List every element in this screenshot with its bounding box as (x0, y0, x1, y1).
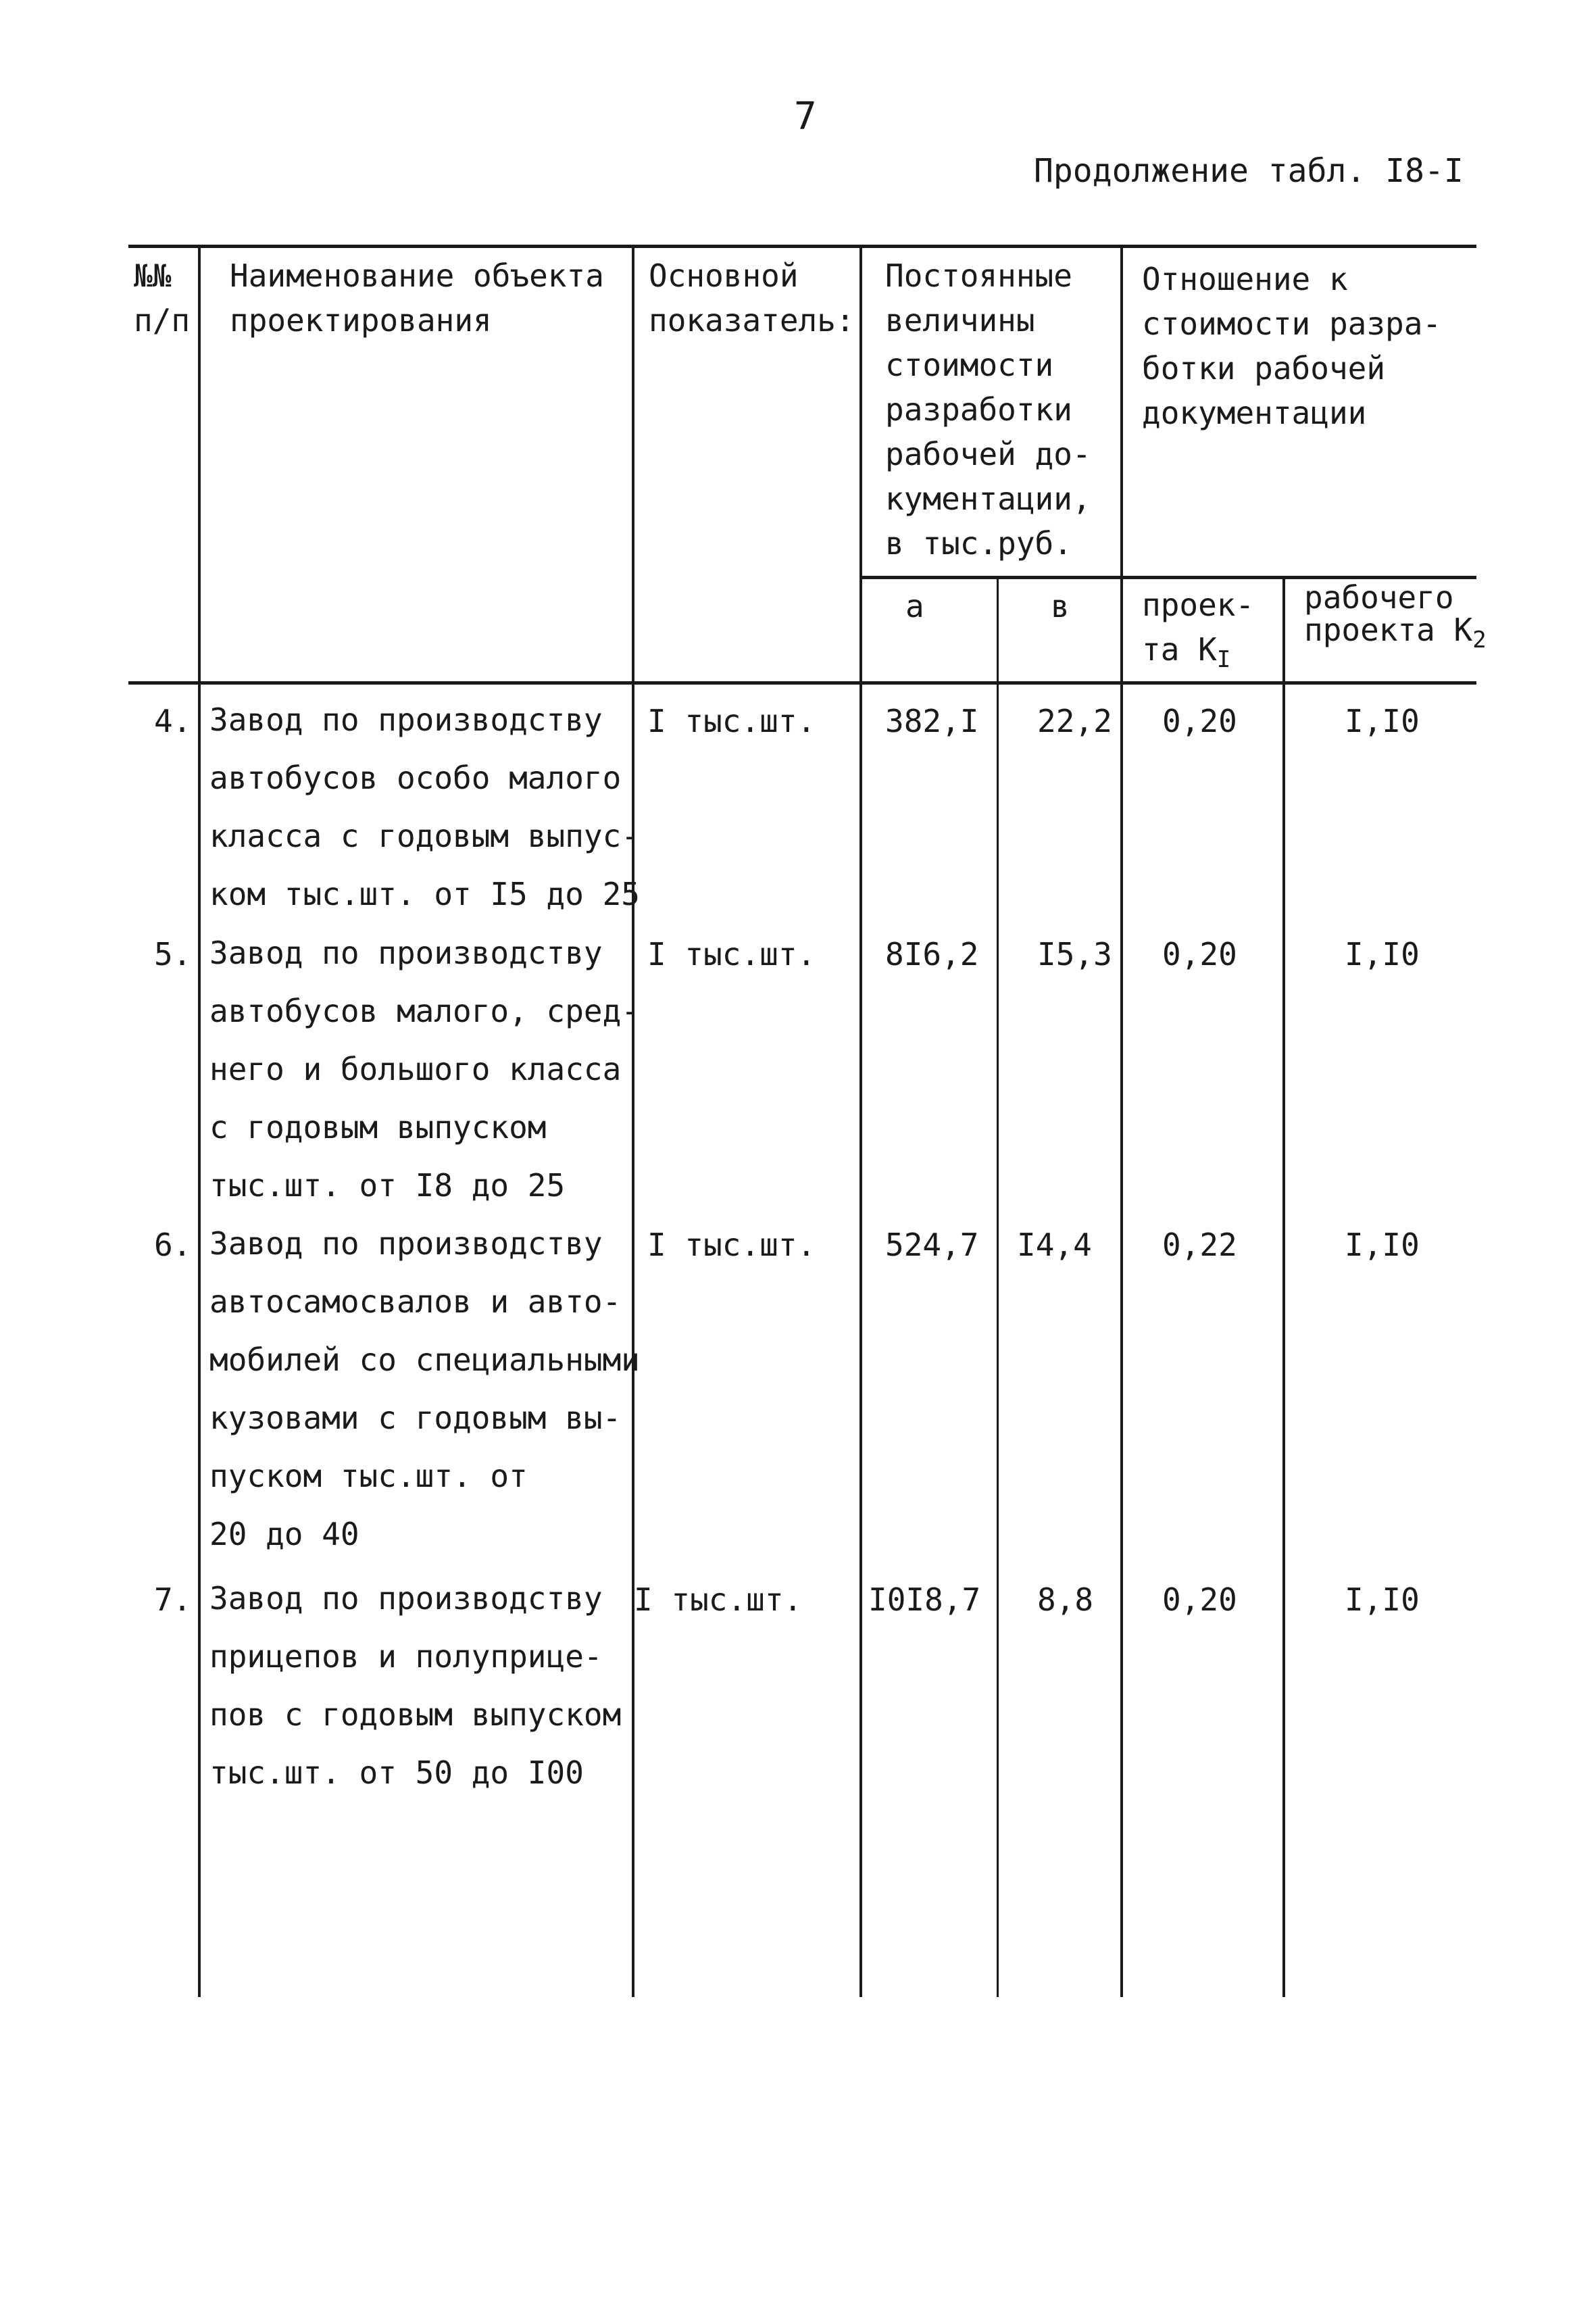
row-6-name: Завод по производству автосамосвалов и авто- мобилей со специальными кузовами с годовым вы- пуском тыс.шт. от 20 до 40 (209, 1225, 640, 1552)
header-basic-indicator: Основной показатель: (649, 257, 855, 339)
header-col-b: в (1051, 588, 1070, 624)
row-5-name: Завод по производству автобусов малого, сред- него и большого класса с годовым выпуском тыс.шт. от I8 до 25 (209, 935, 640, 1204)
page-number: 7 (794, 95, 817, 139)
table-top-rule (128, 245, 1476, 248)
row-6-k1: 0,22 (1162, 1227, 1237, 1263)
row-4-b: 22,2 (1037, 703, 1112, 739)
row-7-a: I0I8,7 (868, 1581, 981, 1618)
row-5-basic: I тыс.шт. (647, 936, 816, 973)
row-6-num: 6. (154, 1227, 192, 1263)
row-5-k2: I,I0 (1345, 936, 1420, 973)
header-k2: рабочего проекта $К_2$ (1304, 579, 1487, 654)
row-6-k2: I,I0 (1345, 1227, 1420, 1263)
row-7-basic: I тыс.шт. (634, 1581, 803, 1618)
header-k1: проек- та $К_I$ (1142, 587, 1255, 674)
header-col-a: а (905, 588, 924, 624)
row-7-b: 8,8 (1037, 1581, 1094, 1618)
row-5-k1: 0,20 (1162, 936, 1237, 973)
header-constant-values: Постоянные величины стоимости разработки рабочей до- кументации, в тыс.руб. (885, 257, 1091, 562)
row-6-basic: I тыс.шт. (647, 1227, 816, 1263)
header-bottom-rule (128, 681, 1476, 685)
row-4-k1: 0,20 (1162, 703, 1237, 739)
row-7-num: 7. (154, 1581, 192, 1618)
header-name: Наименование объекта проектирования (230, 257, 604, 339)
row-6-b: I4,4 (1017, 1227, 1092, 1263)
row-4-a: 382,I (885, 703, 979, 739)
col-divider-6 (1282, 578, 1285, 1997)
k2-subscript: 2 (1472, 626, 1487, 654)
col-divider-4 (997, 578, 999, 1997)
row-4-k2: I,I0 (1345, 703, 1420, 739)
row-4-num: 4. (154, 703, 192, 739)
row-5-a: 8I6,2 (885, 936, 979, 973)
col-divider-5 (1120, 247, 1123, 1997)
k1-subscript: I (1216, 646, 1231, 674)
row-5-num: 5. (154, 936, 192, 973)
row-4-name: Завод по производству автобусов особо малого класса с годовым выпус- ком тыс.шт. от I5 до 25 (209, 701, 640, 912)
row-7-name: Завод по производству прицепов и полуприце- пов с годовым выпуском тыс.шт. от 50 до I00 (209, 1580, 622, 1791)
table-continuation-caption: Продолжение табл. I8-I (1034, 152, 1464, 190)
row-7-k2: I,I0 (1345, 1581, 1420, 1618)
row-4-basic: I тыс.шт. (647, 703, 816, 739)
row-5-b: I5,3 (1037, 936, 1112, 973)
header-ratio: Отношение к стоимости разра- ботки рабочей документации (1142, 261, 1442, 431)
header-num: №№ п/п (134, 257, 191, 339)
row-7-k1: 0,20 (1162, 1581, 1237, 1618)
col-divider-1 (198, 247, 201, 1997)
col-divider-3 (859, 247, 862, 1997)
row-6-a: 524,7 (885, 1227, 979, 1263)
